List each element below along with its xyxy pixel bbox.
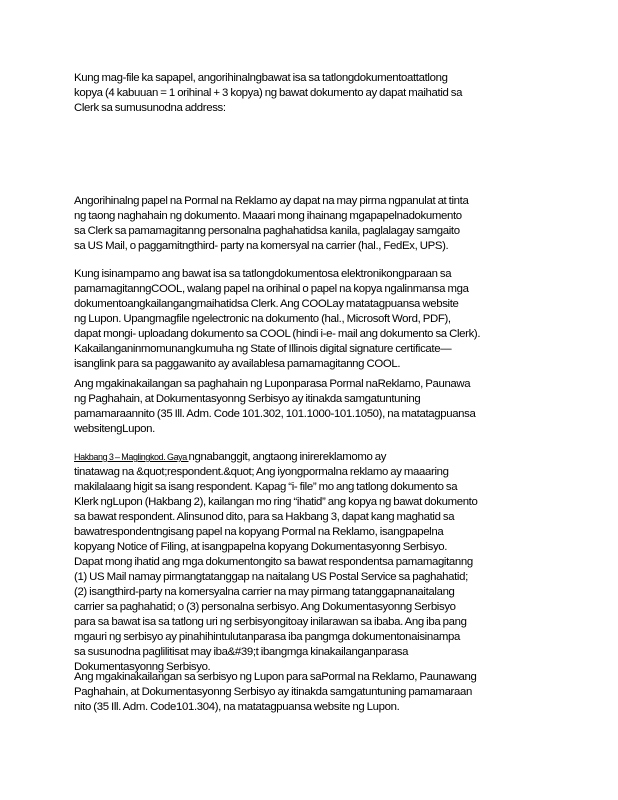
paragraph-service-requirements: Ang mgakinakailangan sa serbisyo ng Lupon para saPormal na Reklamo, Paunawang Paghahain, at Dokumentasyonng Serbisyo ay itinakda samgatuntuning pamamaraan nito (35 Ill. Adm. Code101.304), na matatagpuansa website ng Lupon. — [74, 671, 477, 713]
paragraph-filing-paper: Kung mag-file ka sapapel, angorihinalngbawat isa sa tatlongdokumentoattatlong kopya (4 kabuuan = 1 orihinal + 3 kopya) ng bawat dokumento ay dapat maihatid sa Clerk sa sumusunodna address: — [74, 72, 463, 114]
paragraph-step-3-serve — [74, 450, 544, 675]
paragraph-filing-requirements: Ang mgakinakailangan sa paghahain ng Luponparasa Pormal naReklamo, Paunawa ng Paghahain, at Dokumentasyonng Serbisyo ay itinakda samgatuntuning pamamaraannito (35 Ill. Adm. Code 101.302, 101.1000-101.1050), na matatagpuansa websitengLupon. — [74, 378, 476, 435]
paragraph-original-paper: Angorihinalng papel na Pormal na Reklamo ay dapat na may pirma ngpanulat at tinta ng taong naghahain ng dokumento. Maaari mong ihainang mgapapelnadokumento sa Clerk sa pamamagitanng personalna paghahatidsa kanila, paglalagay samgaito sa US Mail, o paggamitngthird- party na komersyal na carrier (hal., FedEx, UPS). — [74, 195, 469, 252]
step-3-body: ngnabanggit, angtaong inirereklamomo ay tinatawag na &quot;respondent.&quot; Ang iyongpormalna reklamo ay maaaring makilalaang higit sa isang respondent. Kapag “i- file” mo ang tatlong dokumento sa Klerk ngLupon (Hakbang 2), kailangan mo ring “ihatid” ang kopya ng bawat dokumento sa bawat respondent. Alinsunod dito, para sa Hakbang 3, dapat kang maghatid sa bawatrespondentngisang papel na kopyang Pormal na Reklamo, isangpapelna kopyang Notice of Filing, at isangpapelna kopyang Dokumentasyonng Serbisyo. Dapat mong ihatid ang mga dokumentongito sa bawat respondentsa pamamagitanng (1) US Mail namay pirmangtatanggap na naitalang US Postal Service sa paghahatid; (2) isangthird-party na komersyalna carrier na may pirmang tatanggapnanaitalang carrier sa paghahatid; o (3) personalna serbisyo. Ang Dokumentasyonng Serbisyo para sa bawat isa sa tatlong uri ng serbisyongitoay inilarawan sa ibaba. Ang iba pang mgauri ng serbisyo ay pinahihintulutanparasa iba pangmga dokumentonaisinampa sa susunodna paglilitisat may iba&#39;t ibangmga kinakailanganparasa Dokumentasyonng Serbisyo. — [74, 451, 478, 673]
paragraph-electronic-filing: Kung isinampamo ang bawat isa sa tatlongdokumentosa elektronikongparaan sa pamamagitanngCOOL, walang papel na orihinal o papel na kopya ngalinmansa mga dokumentoangkailangangmaihatidsa Clerk. Ang COOLay matatagpuansa website ng Lupon. Upangmagfile ngelectronic na dokumento (hal., Microsoft Word, PDF), dapat mongi- uploadang dokumento sa COOL (hindi i-e- mail ang dokumento sa Clerk). Kakailanganinmomunangkumuha ng State of Illinois digital signature certificate— isanglink para sa paggawanito ay availablesa pamamagitanng COOL. — [74, 268, 481, 370]
step-3-heading: Hakbang 3 – Maglingkod. Gaya — [74, 452, 189, 462]
